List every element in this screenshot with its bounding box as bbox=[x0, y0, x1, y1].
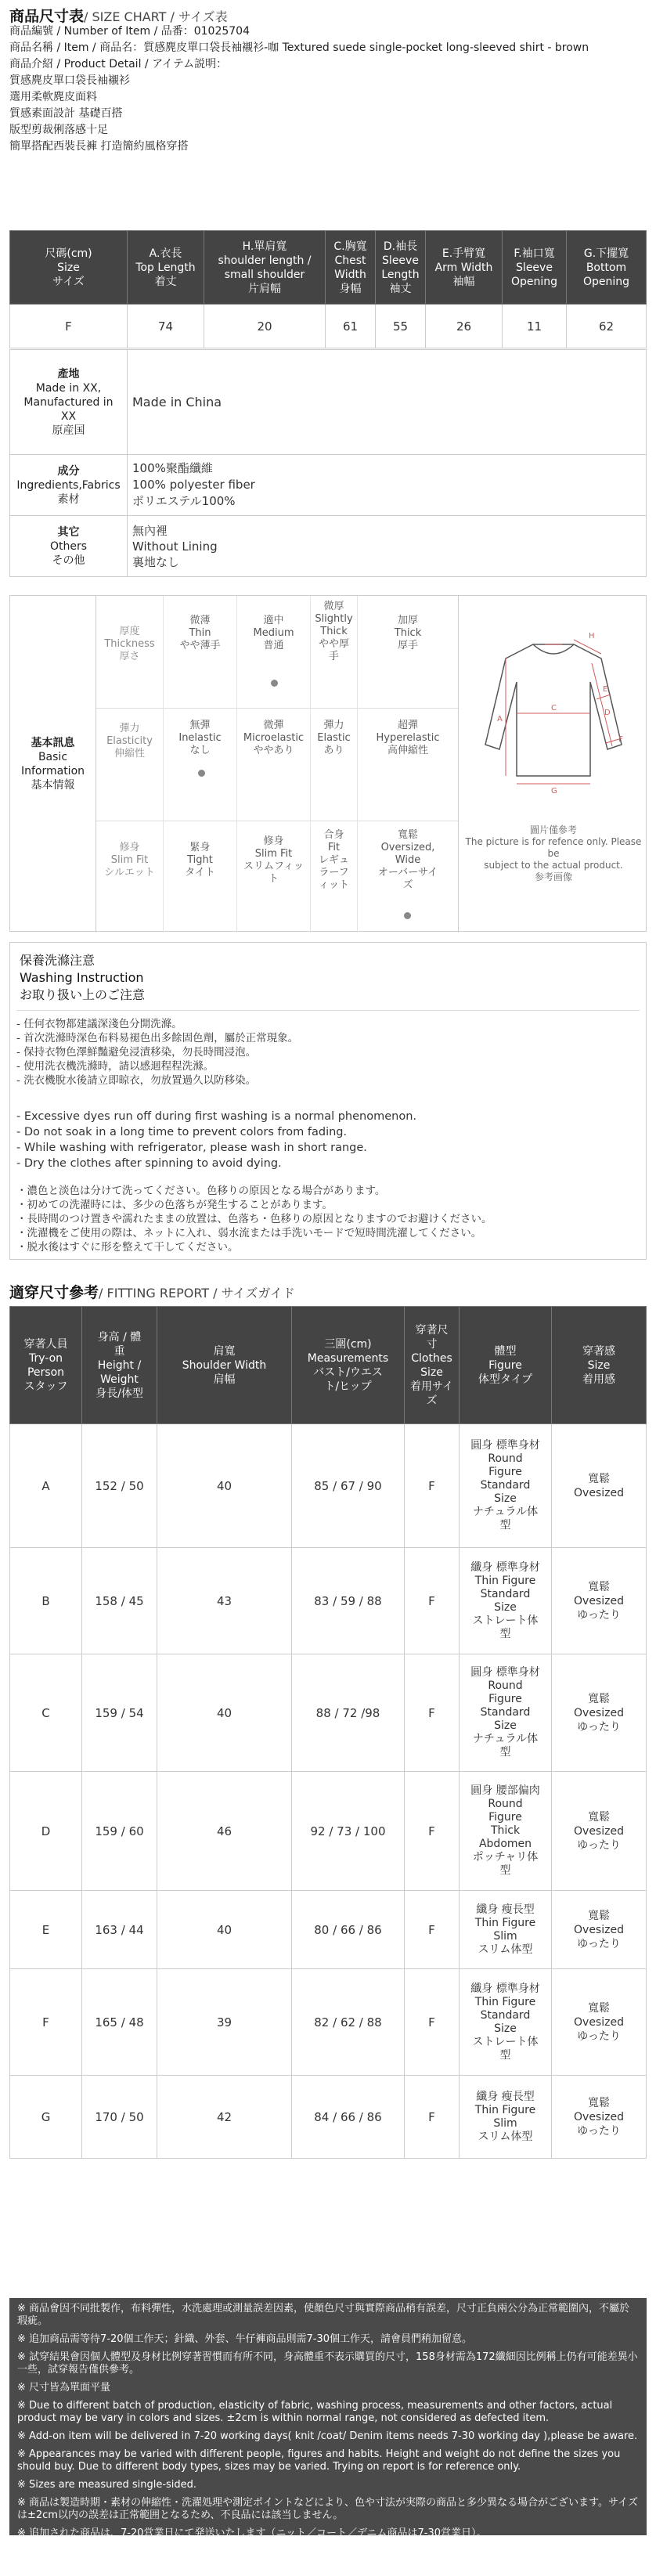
measurement-diagram bbox=[458, 596, 647, 933]
info-line: 商品介紹 / Product Detail / アイテム説明： bbox=[9, 58, 228, 70]
fitting-subtitle: / FITTING REPORT / サイズガイド bbox=[99, 1286, 295, 1301]
cell-chest: 61 bbox=[326, 305, 376, 348]
diagram-letter-d: D bbox=[604, 709, 611, 717]
option-fit: 合身 Fit レギュ ラーフ ィット bbox=[311, 821, 358, 933]
option-thin: 微薄 Thin やや薄手 bbox=[164, 596, 237, 708]
option-hyperelastic: 超彈 Hyperelastic 高伸縮性 bbox=[376, 720, 440, 756]
sweater-diagram-icon bbox=[459, 596, 648, 823]
info-line: 商品編號 / Number of Item / 品番：01025704 bbox=[9, 25, 250, 38]
info-line: 選用柔軟麂皮面料 bbox=[9, 91, 97, 103]
diagram-letter-c: C bbox=[551, 704, 557, 713]
washing-instruction-box bbox=[9, 942, 647, 1260]
table-row: G 170 / 50 42 84 / 66 / 86 F 纖身 瘦長型 Thin Figure Slim スリム体型 寬鬆 Ovesized ゆったり bbox=[10, 2076, 647, 2159]
table-row bbox=[10, 305, 647, 348]
col-measurements: 三圍(cm) Measurements バスト/ウエス ト/ヒップ bbox=[292, 1307, 405, 1424]
option-tight: 緊身 Tight タイト bbox=[164, 821, 237, 933]
fitting-title: 適穿尺寸參考 bbox=[9, 1284, 99, 1301]
basic-info-label: 基本訊息 Basic Information 基本情報 bbox=[10, 596, 96, 933]
note-line: ※ 商品會因不同批製作，布料彈性，水洗處理或測量誤差因素，使顏色尺寸與實際商品稍有誤差，尺寸正負兩公分為正常範圍內，不屬於瑕疵。 bbox=[17, 2303, 630, 2327]
col-arm-width: E.手臂寬 Arm Width 袖幅 bbox=[426, 231, 503, 305]
note-line: ※ Sizes are measured single-sided. bbox=[17, 2479, 197, 2491]
col-chest: C.胸寬 Chest Width 身幅 bbox=[326, 231, 376, 305]
material-table bbox=[9, 349, 647, 577]
selected-dot bbox=[198, 770, 205, 777]
cell-sleeve-length: 55 bbox=[376, 305, 426, 348]
page-title: 商品尺寸表 bbox=[9, 8, 85, 25]
thickness-row bbox=[96, 596, 458, 709]
cell-bottom-opening: 62 bbox=[567, 305, 647, 348]
col-height-weight: 身高 / 體 重 Height / Weight 身長/体型 bbox=[82, 1307, 157, 1424]
origin-label: 產地 Made in XX, Manufactured in XX 原産国 bbox=[10, 350, 128, 455]
thickness-head: 厚度 Thickness 厚さ bbox=[96, 596, 164, 708]
page-subtitle: / SIZE CHART / サイズ表 bbox=[84, 9, 228, 24]
info-line: 質感麂皮單口袋長袖襯衫 bbox=[9, 74, 130, 87]
elasticity-row bbox=[96, 709, 458, 821]
col-bottom-opening: G.下擺寬 Bottom Opening bbox=[567, 231, 647, 305]
diagram-letter-h: H bbox=[589, 632, 595, 640]
note-line: ※ Due to different batch of production, elasticity of fabric, washing process, measurements and other factors, actual product may be vary in colors and sizes. ±2cm is within normal range, not considered as defected item. bbox=[17, 2400, 613, 2424]
washing-zh: - 任何衣物都建議深淺色分開洗滌。 - 首次洗滌時深色布料易褪色出多餘固色劑，屬於正常現象。 - 保持衣物色澤鮮豔避免浸漬移染，勿長時間浸泡。 - 使用洗衣機洗滌時，請以感迴程程洗滌。 - 洗衣機脫水後請立即晾衣，勿放置過久以防移染。 bbox=[16, 1010, 640, 1088]
fitting-header bbox=[9, 1281, 647, 1302]
note-line: ※ Appearances may be varied with different people, figures and habits. Height and weight do not define the sizes you should buy. Due to different body types, sizes may be varied. Trying on report is for reference only. bbox=[17, 2448, 621, 2473]
option-oversized: 寬鬆 Oversized, Wide オーバーサイ ズ bbox=[377, 829, 438, 891]
table-row: F 165 / 48 39 82 / 62 / 88 F 纖身 標準身材 Thin Figure Standard Size ストレート体 型 寬鬆 Ovesized ゆったり bbox=[10, 1969, 647, 2076]
diagram-caption: 圖片僅參考 The picture is for refence only. Please be subject to the actual product. 参考画像 bbox=[465, 824, 642, 882]
others-label: 其它 Others その他 bbox=[10, 516, 128, 577]
info-line: 版型剪裁俐落感十足 bbox=[9, 124, 108, 136]
note-line: ※ 商品は製造時期・素材の伸縮性・洗濯処理や測定ポイントなどにより、色や寸法が実際の商品と多少異なる場合がございます。サイズは±2cm以内の誤差は正常範囲となるため、不良品には該当しません。 bbox=[17, 2497, 638, 2521]
col-shoulder: H.單肩寬 shoulder length / small shoulder 片肩幅 bbox=[204, 231, 326, 305]
cell-size: F bbox=[10, 305, 128, 348]
note-line: ※ 尺寸皆為單面平量 bbox=[17, 2382, 111, 2394]
cell-arm-width: 26 bbox=[426, 305, 503, 348]
size-table-wrap bbox=[9, 230, 647, 348]
fabric-value: 100%聚酯纖維 100% polyester fiber ポリエステル100% bbox=[128, 455, 647, 516]
diagram-letter-f: F bbox=[618, 735, 623, 744]
size-chart-header bbox=[9, 5, 647, 26]
note-line: ※ 試着結果は、個人の体型や着用習慣、着こなしにより異なる場合があります。試着レポートは参考程度にご覧ください。 bbox=[17, 2545, 578, 2557]
note-line: ※ サイズはすべて平置きでの採寸となっております。 bbox=[17, 2563, 261, 2575]
diagram-letter-g: G bbox=[551, 787, 557, 796]
basic-info-box bbox=[9, 595, 647, 932]
selected-dot bbox=[271, 680, 278, 687]
table-row: E 163 / 44 40 80 / 66 / 86 F 纖身 瘦長型 Thin Figure Slim スリム体型 寬鬆 Ovesized ゆったり bbox=[10, 1891, 647, 1969]
option-medium: 適中 Medium 普通 bbox=[237, 596, 311, 708]
col-fit-feel: 穿著感 Size 着用感 bbox=[552, 1307, 647, 1424]
attribute-grid bbox=[96, 596, 458, 933]
note-line: ※ Add-on item will be delivered in 7-20 working days( knit /coat/ Denim items needs 7-30 working day ),please be aware. bbox=[17, 2430, 638, 2442]
table-row: A 152 / 50 40 85 / 67 / 90 F 圓身 標準身材 Round Figure Standard Size ナチュラル体 型 寬鬆 Ovesized bbox=[10, 1424, 647, 1548]
col-shoulder-width: 肩寬 Shoulder Width 肩幅 bbox=[157, 1307, 292, 1424]
option-slightly-thick: 微厚 Slightly Thick やや厚 手 bbox=[311, 596, 358, 708]
diagram-letter-e: E bbox=[603, 685, 608, 694]
others-row bbox=[10, 516, 647, 577]
size-table-header bbox=[10, 231, 647, 305]
table-row: C 159 / 54 40 88 / 72 /98 F 圓身 標準身材 Round Figure Standard Size ナチュラル体 型 寬鬆 Ovesized ゆったり bbox=[10, 1654, 647, 1772]
cell-top-length: 74 bbox=[128, 305, 204, 348]
diagram-letter-a: A bbox=[497, 715, 503, 723]
notes-box bbox=[9, 2298, 647, 2575]
option-slim-fit: 修身 Slim Fit スリムフィッ ト bbox=[237, 821, 311, 933]
col-person: 穿著人員 Try-on Person スタッフ bbox=[10, 1307, 82, 1424]
info-line: 商品名稱 / Item / 商品名：質感麂皮單口袋長袖襯衫-咖 Textured suede single-pocket long-sleeved shirt - brown bbox=[9, 41, 589, 54]
fabric-label: 成分 Ingredients,Fabrics 素材 bbox=[10, 455, 128, 516]
fitting-table-wrap bbox=[9, 1306, 647, 2159]
selected-dot bbox=[404, 912, 411, 919]
option-inelastic: 無彈 Inelastic なし bbox=[164, 709, 237, 821]
col-clothes-size: 穿著尺 寸 Clothes Size 着用サイ ズ bbox=[405, 1307, 460, 1424]
cell-shoulder: 20 bbox=[204, 305, 326, 348]
fitting-table bbox=[9, 1306, 647, 2159]
col-size: 尺碼(cm) Size サイズ bbox=[10, 231, 128, 305]
fit-row bbox=[96, 821, 458, 933]
option-microelastic: 微彈 Microelastic ややあり bbox=[237, 709, 311, 821]
col-top-length: A.衣長 Top Length 着丈 bbox=[128, 231, 204, 305]
option-elastic: 彈力 Elastic あり bbox=[311, 709, 358, 821]
col-sleeve-length: D.袖長 Sleeve Length 袖丈 bbox=[376, 231, 426, 305]
origin-row bbox=[10, 350, 647, 455]
fit-head: 修身 Slim Fit シルエット bbox=[96, 821, 164, 933]
material-table-wrap bbox=[9, 349, 647, 577]
cell-sleeve-opening: 11 bbox=[503, 305, 567, 348]
washing-title: 保養洗滌注意 Washing Instruction お取り扱い上のご注意 bbox=[20, 953, 146, 1002]
origin-value: Made in China bbox=[128, 350, 647, 455]
note-line: ※ 追加商品需等待7-20個工作天；針織、外套、牛仔褲商品則需7-30個工作天，請會員們稍加留意。 bbox=[17, 2333, 473, 2345]
others-value: 無內裡 Without Lining 裏地なし bbox=[128, 516, 647, 577]
table-row: D 159 / 60 46 92 / 73 / 100 F 圓身 腰部偏肉 Round Figure Thick Abdomen ポッチャリ体 型 寬鬆 Ovesized ゆったり bbox=[10, 1772, 647, 1891]
info-line: 簡單搭配西裝長褲 打造簡約風格穿搭 bbox=[9, 140, 189, 153]
washing-ja: ・濃色と淡色は分けて洗ってください。色移りの原因となる場合があります。 ・初めての洗濯時には、多少の色落ちが発生することがあります。 ・長時間のつけ置きや濡れたままの放置は、色落ち・色移りの原因となりますのでお避けください。 ・洗濯機をご使用の際は、ネットに入れ、弱水流または手洗いモードで短時間洗濯してください。 ・脱水後はすぐに形を整えて干してください。 bbox=[16, 1185, 492, 1254]
fabric-row bbox=[10, 455, 647, 516]
note-line: ※ 追加された商品は、7-20営業日にて発送いたします（ニット／コート／デニム商品は7-30営業日）。 bbox=[17, 2527, 487, 2539]
washing-en: - Excessive dyes run off during first washing is a normal phenomenon. - Do not soak in a long time to prevent colors from fading. - While washing with refrigerator, please wash in short range. - Dry the clothes after spinning to avoid dying. bbox=[16, 1110, 416, 1170]
col-figure: 體型 Figure 体型タイプ bbox=[460, 1307, 552, 1424]
note-line: ※ 試穿結果會因個人體型及身材比例穿著習慣而有所不同，身高體重不表示購買的尺寸，158身材需為172纖細因比例稱上仍有可能差異小一些，試穿報告僅供參考。 bbox=[17, 2351, 638, 2376]
option-thick: 加厚 Thick 厚手 bbox=[394, 615, 422, 651]
elasticity-head: 彈力 Elasticity 伸縮性 bbox=[96, 709, 164, 821]
size-table bbox=[9, 230, 647, 348]
product-info bbox=[9, 23, 647, 155]
fitting-table-header bbox=[10, 1307, 647, 1424]
table-row: B 158 / 45 43 83 / 59 / 88 F 纖身 標準身材 Thin Figure Standard Size ストレート体 型 寬鬆 Ovesized ゆったり bbox=[10, 1548, 647, 1654]
info-line: 質感素面設計 基礎百搭 bbox=[9, 107, 123, 120]
col-sleeve-opening: F.袖口寬 Sleeve Opening bbox=[503, 231, 567, 305]
